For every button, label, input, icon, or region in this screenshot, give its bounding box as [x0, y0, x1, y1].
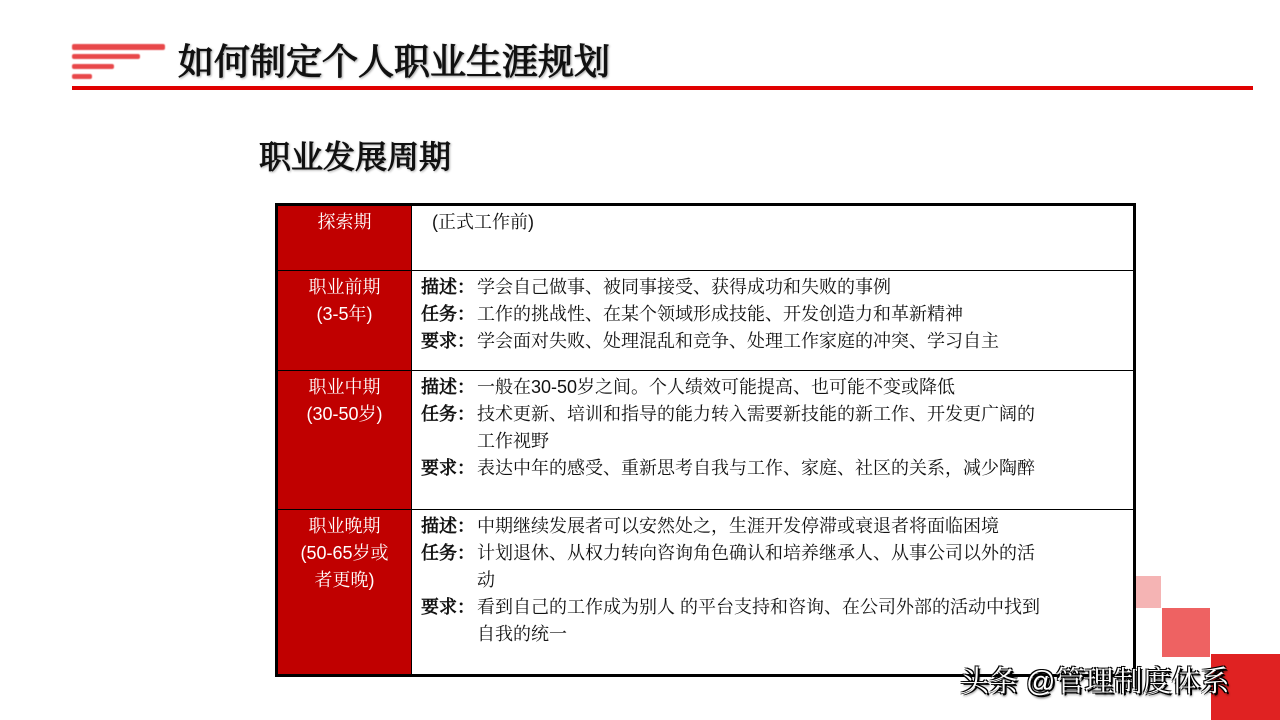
- stage-label: (30-50岁): [306, 404, 383, 424]
- description-item: [421, 513, 1123, 540]
- task-item: [421, 540, 1123, 594]
- item-text: 学会自己做事、被同事接受、获得成功和失败的事例: [477, 277, 891, 297]
- requirement-item: [421, 328, 1123, 355]
- item-text: 动: [477, 570, 495, 590]
- description-item: [421, 374, 1123, 401]
- stage-cell: [278, 271, 412, 370]
- stage-label: (3-5年): [316, 304, 373, 324]
- page-title: 如何制定个人职业生涯规划: [178, 41, 611, 82]
- content-cell: [412, 206, 1133, 270]
- logo-bar-icon: [72, 44, 165, 50]
- task-item: [421, 301, 1123, 328]
- item-label: 要求：: [421, 597, 475, 617]
- table-row: [278, 270, 1133, 370]
- item-text: 工作的挑战性、在某个领域形成技能、开发创造力和革新精神: [477, 304, 963, 324]
- task-item: [421, 401, 1123, 455]
- section-title: 职业发展周期: [259, 139, 452, 175]
- stage-label: 职业前期: [308, 277, 381, 297]
- table-row: [278, 370, 1133, 509]
- career-cycle-table: [275, 203, 1136, 677]
- item-text: 中期继续发展者可以安然处之，生涯开发停滞或衰退者将面临困境: [477, 516, 999, 536]
- logo-bar-icon: [72, 54, 140, 59]
- item-text: 技术更新、培训和指导的能力转入需要新技能的新工作、开发更广阔的: [477, 404, 1035, 424]
- table-row: [278, 206, 1133, 270]
- stage-cell: [278, 206, 412, 270]
- requirement-item: [421, 594, 1123, 648]
- stage-note: (正式工作前): [432, 212, 534, 232]
- item-text: 看到自己的工作成为别人 的平台支持和咨询、在公司外部的活动中找到: [477, 597, 1040, 617]
- table-row: [278, 509, 1133, 674]
- item-label: 描述：: [421, 377, 475, 397]
- stage-label: 职业晚期: [308, 516, 381, 536]
- item-text: 表达中年的感受、重新思考自我与工作、家庭、社区的关系，减少陶醉: [477, 458, 1035, 478]
- item-text: 自我的统一: [477, 624, 567, 644]
- logo-bar-icon: [72, 74, 92, 79]
- description-item: [421, 274, 1123, 301]
- item-text: 学会面对失败、处理混乱和竞争、处理工作家庭的冲突、学习自主: [477, 331, 999, 351]
- stage-label: 职业中期: [308, 377, 381, 397]
- item-label: 任务：: [421, 304, 475, 324]
- item-label: 描述：: [421, 277, 475, 297]
- stage-cell: [278, 371, 412, 509]
- item-label: 描述：: [421, 516, 475, 536]
- watermark: 头条 @管理制度体系: [960, 666, 1230, 698]
- stage-cell: [278, 510, 412, 674]
- content-cell: [412, 371, 1133, 509]
- item-label: 任务：: [421, 404, 475, 424]
- content-cell: [412, 271, 1133, 370]
- item-label: 要求：: [421, 458, 475, 478]
- item-label: 任务：: [421, 543, 475, 563]
- stage-label: 探索期: [317, 212, 372, 232]
- stage-label: 者更晚): [314, 570, 375, 590]
- requirement-item: [421, 455, 1123, 482]
- decorative-square-mid: [1162, 608, 1210, 657]
- logo-bar-icon: [72, 64, 114, 69]
- stage-label: (50-65岁或: [300, 543, 389, 563]
- content-cell: [412, 510, 1133, 674]
- header-divider: [72, 86, 1253, 90]
- item-text: 一般在30-50岁之间。个人绩效可能提高、也可能不变或降低: [477, 377, 956, 397]
- item-text: 工作视野: [477, 431, 549, 451]
- item-label: 要求：: [421, 331, 475, 351]
- item-text: 计划退休、从权力转向咨询角色确认和培养继承人、从事公司以外的活: [477, 543, 1035, 563]
